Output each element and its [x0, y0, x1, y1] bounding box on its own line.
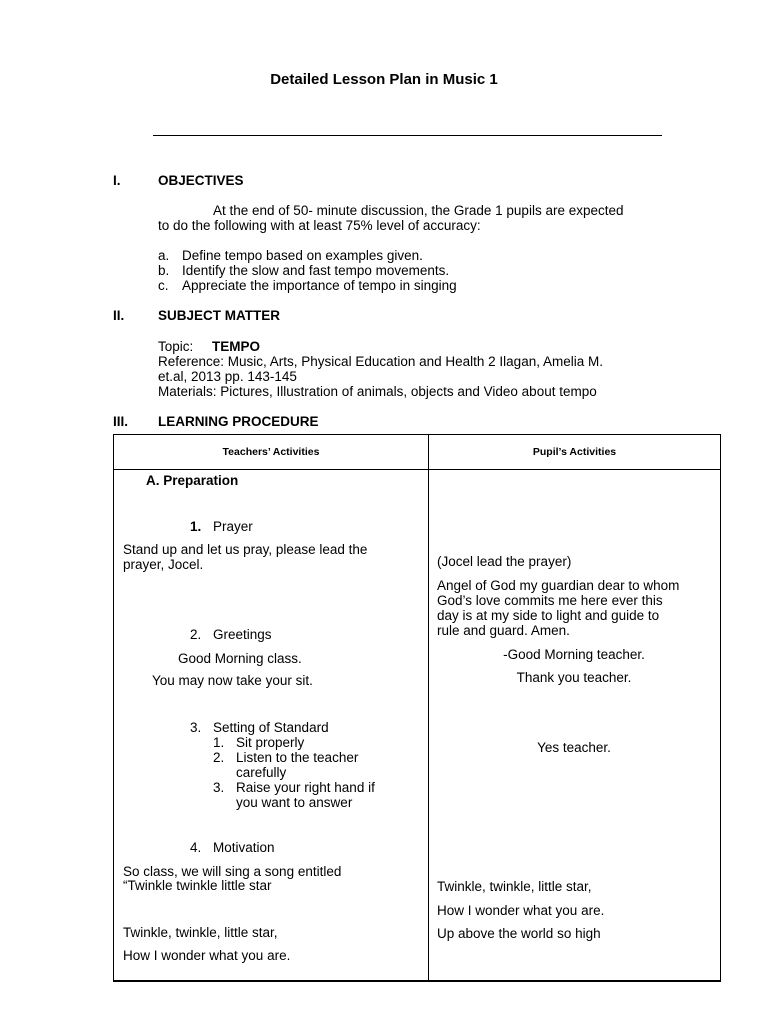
- pupil-lyric-line: How I wonder what you are.: [437, 903, 605, 918]
- table-bottom-border: [113, 981, 721, 982]
- objective-marker: c.: [158, 278, 169, 293]
- reference-line2: et.al, 2013 pp. 143-145: [158, 369, 297, 384]
- objective-item: [158, 263, 449, 278]
- teacher-lyric-line: How I wonder what you are.: [123, 948, 291, 963]
- teacher-prayer-line1: Stand up and let us pray, please lead the: [123, 542, 368, 557]
- standard-item-marker: 3.: [213, 780, 225, 795]
- reference-line1: Reference: Music, Arts, Physical Education and Health 2 Ilagan, Amelia M.: [158, 354, 603, 369]
- section-heading-procedure: LEARNING PROCEDURE: [158, 414, 319, 429]
- standard-item-marker: 1.: [213, 735, 225, 750]
- pupil-prayer-line: God’s love commits me here ever this: [437, 593, 663, 608]
- prayer-heading: Prayer: [213, 519, 253, 534]
- standard-item-marker: 2.: [213, 750, 225, 765]
- topic-value: TEMPO: [212, 339, 261, 354]
- objectives-intro-line1: At the end of 50- minute discussion, the Grade 1 pupils are expected: [213, 203, 624, 218]
- pupil-prayer-line: rule and guard. Amen.: [437, 623, 570, 638]
- objectives-intro-line2: to do the following with at least 75% level of accuracy:: [158, 218, 481, 233]
- section-heading-objectives: OBJECTIVES: [158, 173, 244, 188]
- teacher-prayer-line2: prayer, Jocel.: [123, 557, 204, 572]
- pupil-prayer-intro: (Jocel lead the prayer): [437, 554, 572, 569]
- document-title: Detailed Lesson Plan in Music 1: [270, 71, 498, 88]
- teacher-greeting: Good Morning class.: [178, 651, 302, 666]
- topic-label: Topic:: [158, 339, 194, 354]
- teacher-song-line1: So class, we will sing a song entitled: [123, 864, 342, 879]
- standard-item-text: Raise your right hand if: [236, 780, 375, 795]
- motivation-heading: Motivation: [213, 840, 275, 855]
- standard-heading: Setting of Standard: [213, 720, 329, 735]
- standard-item-text-cont: carefully: [236, 765, 287, 780]
- objective-marker: b.: [158, 263, 170, 278]
- pupil-lyric-line: Up above the world so high: [437, 926, 601, 941]
- section-number-subject-matter: II.: [113, 308, 125, 323]
- column-divider: [428, 435, 429, 980]
- pupil-prayer-line: Angel of God my guardian dear to whom: [437, 578, 680, 593]
- objective-text: Appreciate the importance of tempo in singing: [182, 278, 457, 293]
- activities-table: [113, 434, 721, 981]
- greetings-heading: Greetings: [213, 627, 272, 642]
- pupil-yes: Yes teacher.: [537, 740, 611, 755]
- pupil-thanks: Thank you teacher.: [516, 670, 632, 685]
- section-number-procedure: III.: [113, 414, 129, 429]
- teacher-column-header: Teachers’ Activities: [222, 446, 320, 458]
- greetings-number: 2.: [190, 627, 202, 642]
- objective-item: [158, 278, 457, 293]
- objective-text: Define tempo based on examples given.: [182, 248, 423, 263]
- prayer-number: 1.: [190, 519, 202, 534]
- motivation-number: 4.: [190, 840, 202, 855]
- objective-marker: a.: [158, 248, 170, 263]
- pupil-lyric-line: Twinkle, twinkle, little star,: [437, 879, 592, 894]
- objective-item: [158, 248, 423, 263]
- section-number-objectives: I.: [113, 173, 121, 188]
- standard-item-text-cont: you want to answer: [236, 795, 353, 810]
- teacher-song-line2: “Twinkle twinkle little star: [123, 878, 272, 893]
- pupil-greeting: -Good Morning teacher.: [503, 647, 645, 662]
- pupil-prayer-line: day is at my side to light and guide to: [437, 608, 660, 623]
- title-underline: [153, 135, 662, 136]
- preparation-heading: A. Preparation: [146, 473, 239, 488]
- pupil-column-header: Pupil’s Activities: [532, 446, 617, 458]
- objective-text: Identify the slow and fast tempo movements.: [182, 263, 450, 278]
- standard-number: 3.: [190, 720, 202, 735]
- standard-item-text: Sit properly: [236, 735, 305, 750]
- materials-line: Materials: Pictures, Illustration of animals, objects and Video about tempo: [158, 384, 597, 399]
- section-heading-subject-matter: SUBJECT MATTER: [158, 308, 281, 323]
- standard-item-text: Listen to the teacher: [236, 750, 359, 765]
- teacher-sit-instruction: You may now take your sit.: [152, 673, 313, 688]
- teacher-lyric-line: Twinkle, twinkle, little star,: [123, 925, 278, 940]
